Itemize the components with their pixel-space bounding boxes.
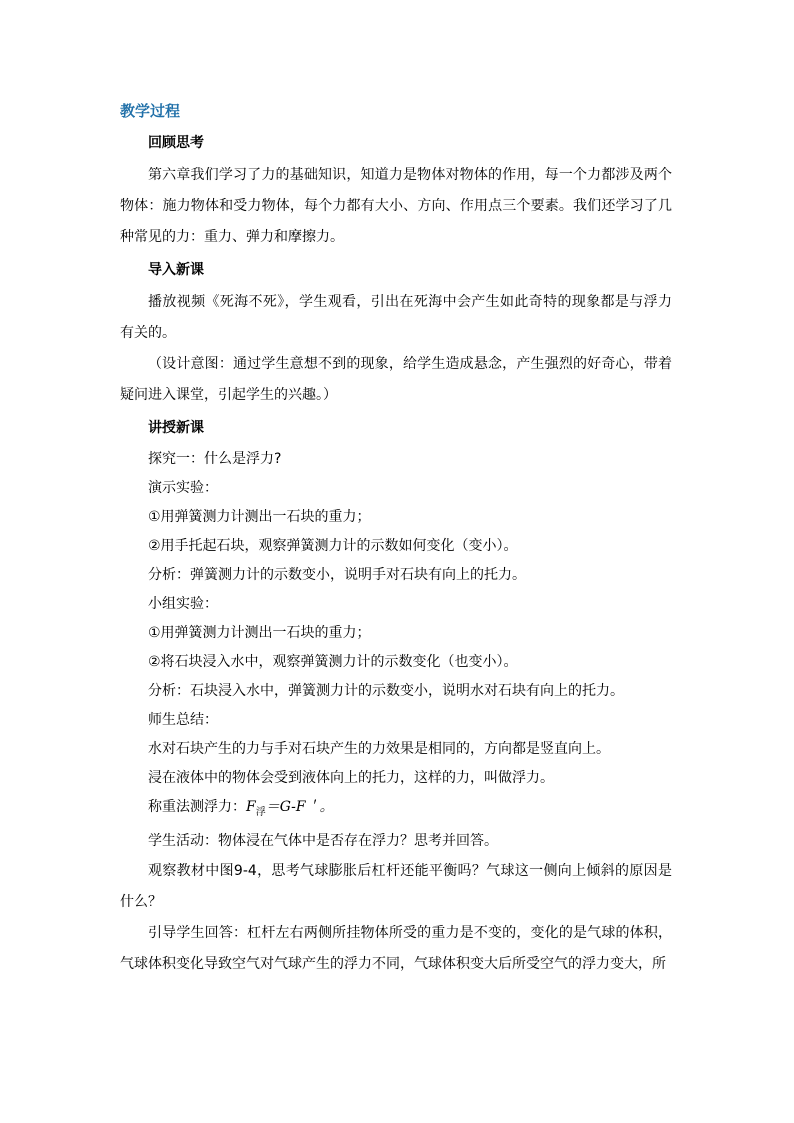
- heading-review: 回顾思考: [148, 135, 204, 151]
- lecture-line: 小组实验：: [148, 596, 218, 612]
- paragraph-intro-1: 播放视频《死海不死》，学生观看，引出在死海中会产生如此奇特的现象都是与浮力有关的。: [120, 294, 672, 341]
- lecture-line: 探究一：什么是浮力?: [148, 451, 282, 467]
- heading-intro: 导入新课: [148, 262, 204, 278]
- lecture-line: 师生总结：: [148, 712, 218, 728]
- lecture-tail-line: 学生活动：物体浸在气体中是否存在浮力？思考并回答。: [148, 832, 498, 849]
- lecture-tail-line: 观察教材中图9-4，思考气球膨胀后杠杆还能平衡吗？气球这一侧向上倾斜的原因是什么？: [120, 862, 672, 910]
- heading-lecture: 讲授新课: [148, 420, 204, 436]
- formula-subscript: 浮: [255, 806, 266, 818]
- formula-prefix: 称重法测浮力：: [148, 799, 246, 815]
- lecture-line: 浸在液体中的物体会受到液体向上的托力，这样的力，叫做浮力。: [148, 770, 554, 786]
- lecture-line: ②将石块浸入水中，观察弹簧测力计的示数变化（也变小）。: [148, 654, 518, 670]
- lecture-line: 分析：石块浸入水中，弹簧测力计的示数变小，说明水对石块有向上的托力。: [148, 683, 624, 699]
- buoyancy-formula: [246, 799, 334, 818]
- paragraph-review: 第六章我们学习了力的基础知识，知道力是物体对物体的作用，每一个力都涉及两个物体：施力物体和受力物体，每个力都有大小、方向、作用点三个要素。我们还学习了几种常见的力：重力、弹力和摩擦力。: [120, 167, 672, 245]
- formula-rest: ＝G-F＇。: [265, 799, 334, 815]
- formula-line: [120, 793, 672, 827]
- lecture-line: 水对石块产生的力与手对石块产生的力效果是相同的，方向都是竖直向上。: [148, 741, 610, 757]
- lecture-line: ①用弹簧测力计测出一石块的重力；: [148, 625, 371, 641]
- formula-symbol-f: F: [246, 799, 256, 815]
- lecture-line: ②用手托起石块，观察弹簧测力计的示数如何变化（变小）。: [148, 538, 518, 554]
- lecture-line: 分析：弹簧测力计的示数变小，说明手对石块有向上的托力。: [148, 567, 526, 583]
- lecture-line: 演示实验：: [148, 480, 218, 496]
- section-title: 教学过程: [120, 102, 181, 120]
- paragraph-intro-2: （设计意图：通过学生意想不到的现象，给学生造成悬念，产生强烈的好奇心，带着疑问进入课堂，引起学生的兴趣。）: [120, 356, 672, 403]
- lecture-tail-line: 引导学生回答：杠杆左右两侧所挂物体所受的重力是不变的，变化的是气球的体积，气球体积变化导致空气对气球产生的浮力不同，气球体积变大后所受空气的浮力变大，所: [120, 924, 672, 972]
- lecture-line: ①用弹簧测力计测出一石块的重力；: [148, 509, 371, 525]
